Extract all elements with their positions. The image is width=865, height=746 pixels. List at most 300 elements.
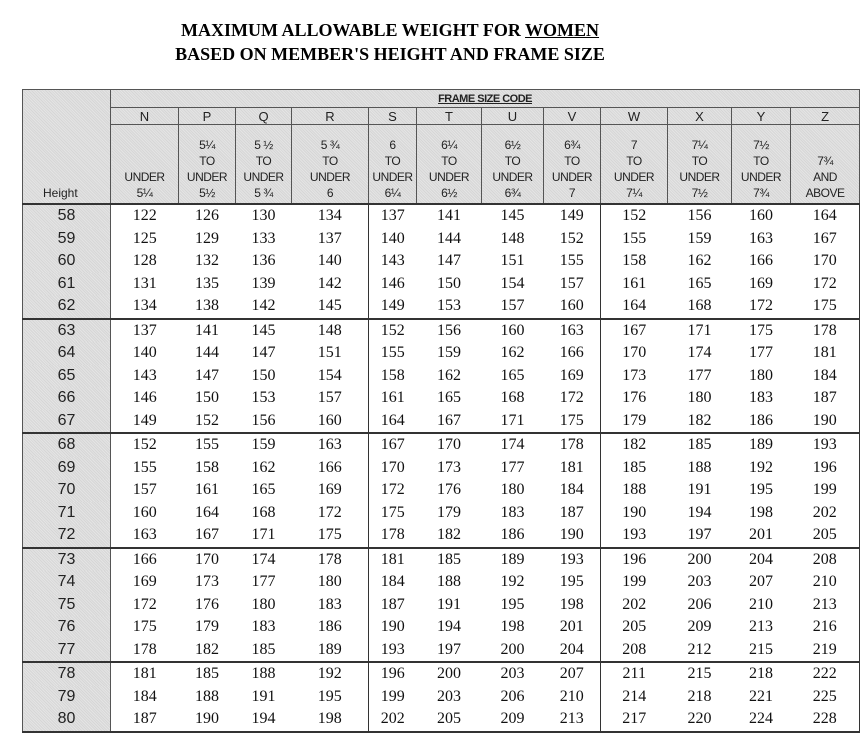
height-cell: 74	[23, 571, 111, 594]
weight-cell: 187	[559, 503, 584, 521]
weight-cell: 182	[195, 640, 219, 658]
frame-range-x	[668, 125, 732, 205]
height-cell: 67	[23, 410, 111, 434]
weight-cell: 130	[236, 204, 292, 228]
weight-cell: 201	[749, 526, 773, 544]
weight-cell: 187	[111, 708, 179, 732]
weight-cell: 185	[179, 662, 236, 686]
weight-cell: 184	[559, 481, 584, 499]
table-row	[23, 686, 860, 709]
weight-cell: 163	[292, 433, 369, 457]
weight-cell: 170	[601, 342, 668, 365]
range-under: UNDER	[679, 170, 720, 184]
weight-cell: 139	[251, 274, 276, 292]
weight-cell: 209	[687, 618, 712, 636]
weight-cell: 160	[111, 502, 179, 525]
weight-cell: 197	[687, 526, 712, 544]
weight-cell: 179	[437, 503, 461, 521]
weight-cell: 191	[437, 595, 461, 613]
frame-size-code-header: FRAME SIZE CODE	[111, 90, 860, 108]
weight-cell: 172	[369, 479, 417, 502]
weight-cell: 151	[500, 252, 525, 270]
table-row	[23, 502, 860, 525]
table-row	[23, 319, 860, 343]
weight-cell: 222	[791, 662, 860, 686]
weight-cell: 228	[791, 708, 860, 732]
weight-cell: 156	[668, 204, 732, 228]
weight-cell: 192	[292, 662, 369, 686]
weight-cell: 168	[500, 389, 525, 407]
weight-cell: 142	[317, 274, 342, 292]
range-to: TO	[564, 154, 580, 168]
weight-cell: 160	[559, 297, 584, 315]
range-to: TO	[441, 154, 457, 168]
weight-cell: 189	[482, 548, 544, 572]
height-cell: 79	[23, 686, 111, 709]
weight-cell: 158	[601, 250, 668, 273]
weight-cell: 200	[417, 662, 482, 686]
weight-cell: 160	[482, 319, 544, 343]
title-women: WOMEN	[525, 20, 600, 40]
range-bottom: 5 ¾	[254, 186, 273, 200]
weight-cell: 181	[559, 458, 584, 476]
weight-cell: 146	[111, 387, 179, 410]
weight-cell: 202	[791, 502, 860, 525]
weight-cell: 178	[111, 639, 179, 663]
weight-cell: 189	[732, 433, 791, 457]
weight-cell: 198	[500, 618, 525, 636]
weight-cell: 190	[179, 708, 236, 732]
weight-cell: 213	[749, 618, 773, 636]
height-cell: 73	[23, 548, 111, 572]
weight-cell: 175	[732, 319, 791, 343]
weight-cell: 132	[195, 252, 219, 270]
table-row	[23, 410, 860, 434]
weight-cell: 125	[111, 228, 179, 251]
weight-cell: 162	[500, 344, 525, 362]
weight-cell: 167	[601, 319, 668, 343]
weight-cell: 153	[437, 297, 461, 315]
weight-cell: 143	[111, 365, 179, 388]
table-row	[23, 662, 860, 686]
table-row	[23, 204, 860, 228]
weight-cell: 185	[251, 640, 276, 658]
weight-cell: 150	[437, 274, 461, 292]
weight-cell: 170	[179, 548, 236, 572]
weight-cell: 225	[791, 686, 860, 709]
range-bottom: 7¼	[626, 186, 642, 200]
weight-cell: 203	[437, 687, 461, 705]
weight-cell: 175	[791, 295, 860, 319]
weight-cell: 167	[195, 526, 219, 544]
weight-cell: 182	[687, 411, 712, 429]
weight-cell: 195	[317, 687, 342, 705]
weight-cell: 195	[749, 481, 773, 499]
weight-cell: 183	[500, 503, 525, 521]
weight-cell: 199	[601, 571, 668, 594]
weight-cell: 143	[369, 250, 417, 273]
weight-cell: 126	[179, 204, 236, 228]
weight-cell: 161	[195, 481, 219, 499]
weight-cell: 165	[687, 274, 712, 292]
weight-cell: 140	[111, 342, 179, 365]
weight-cell: 135	[195, 274, 219, 292]
weight-cell: 181	[369, 548, 417, 572]
weight-cell: 204	[559, 640, 584, 658]
weight-cell: 173	[437, 458, 461, 476]
weight-cell: 182	[601, 433, 668, 457]
weight-cell: 122	[111, 204, 179, 228]
weight-cell: 177	[500, 458, 525, 476]
weight-cell: 137	[111, 319, 179, 343]
weight-cell: 152	[111, 433, 179, 457]
frame-code-n: N	[111, 108, 179, 125]
weight-cell: 165	[437, 389, 461, 407]
frame-code-v: V	[544, 108, 601, 125]
weight-cell: 160	[732, 204, 791, 228]
range-to	[111, 153, 178, 169]
weight-cell: 172	[749, 297, 773, 315]
weight-cell: 189	[317, 640, 342, 658]
weight-cell: 151	[317, 344, 342, 362]
weight-cell: 157	[111, 479, 179, 502]
weight-cell: 163	[111, 524, 179, 548]
weight-cell: 149	[544, 204, 601, 228]
table-row	[23, 571, 860, 594]
frame-code-x: X	[668, 108, 732, 125]
weight-cell: 162	[687, 252, 712, 270]
table-row	[23, 365, 860, 388]
weight-cell: 167	[437, 411, 461, 429]
weight-cell: 180	[500, 481, 525, 499]
range-under: UNDER	[492, 170, 533, 184]
weight-cell: 152	[369, 319, 417, 343]
range-bottom: 7	[568, 186, 576, 200]
weight-cell: 183	[749, 389, 773, 407]
title-prefix: MAXIMUM ALLOWABLE WEIGHT FOR	[180, 20, 526, 40]
weight-cell: 205	[791, 524, 860, 548]
range-bottom: 6½	[441, 186, 457, 200]
table-row	[23, 433, 860, 457]
weight-cell: 183	[317, 595, 342, 613]
weight-cell: 172	[317, 503, 342, 521]
frame-range-q	[236, 125, 292, 205]
frame-code-z: Z	[791, 108, 860, 125]
range-top: 6¾	[564, 138, 580, 152]
weight-cell: 192	[500, 573, 525, 591]
weight-cell: 200	[500, 640, 525, 658]
weight-cell: 168	[687, 297, 712, 315]
weight-cell: 182	[437, 526, 461, 544]
table-row	[23, 548, 860, 572]
weight-cell: 169	[317, 481, 342, 499]
table-row	[23, 387, 860, 410]
height-cell: 75	[23, 594, 111, 617]
weight-cell: 142	[251, 297, 276, 315]
weight-cell: 158	[369, 365, 417, 388]
weight-table	[22, 89, 860, 733]
weight-cell: 174	[236, 548, 292, 572]
frame-range-p	[179, 125, 236, 205]
weight-cell: 154	[317, 366, 342, 384]
weight-cell: 215	[668, 662, 732, 686]
weight-cell: 203	[687, 573, 712, 591]
table-row	[23, 594, 860, 617]
weight-cell: 178	[791, 319, 860, 343]
weight-cell: 160	[317, 411, 342, 429]
weight-cell: 216	[791, 616, 860, 639]
weight-cell: 198	[749, 503, 773, 521]
frame-code-y: Y	[732, 108, 791, 125]
range-top: 6	[389, 138, 396, 152]
weight-cell: 153	[251, 389, 276, 407]
weight-cell: 164	[601, 295, 668, 319]
range-top: 7½	[753, 138, 769, 152]
weight-cell: 218	[687, 687, 712, 705]
weight-cell: 176	[195, 595, 219, 613]
table-row	[23, 228, 860, 251]
weight-cell: 141	[417, 204, 482, 228]
range-to: TO	[626, 154, 642, 168]
weight-cell: 178	[292, 548, 369, 572]
weight-cell: 147	[251, 344, 276, 362]
weight-cell: 147	[437, 252, 461, 270]
weight-cell: 214	[601, 686, 668, 709]
frame-range-u	[482, 125, 544, 205]
weight-cell: 217	[601, 708, 668, 732]
weight-cell: 180	[687, 389, 712, 407]
frame-range-t	[417, 125, 482, 205]
weight-cell: 140	[317, 252, 342, 270]
frame-code-w: W	[601, 108, 668, 125]
weight-cell: 207	[749, 573, 773, 591]
weight-cell: 164	[791, 204, 860, 228]
range-bottom: 7¾	[753, 186, 769, 200]
weight-cell: 162	[437, 366, 461, 384]
weight-cell: 193	[369, 639, 417, 663]
weight-cell: 166	[749, 252, 773, 270]
height-cell: 62	[23, 295, 111, 319]
range-top	[791, 137, 859, 153]
frame-range-v	[544, 125, 601, 205]
weight-cell: 221	[749, 687, 773, 705]
weight-cell: 200	[668, 548, 732, 572]
weight-cell: 197	[437, 640, 461, 658]
weight-cell: 155	[601, 228, 668, 251]
range-bottom: 5¼	[136, 186, 153, 200]
weight-cell: 163	[749, 229, 773, 247]
weight-cell: 172	[559, 389, 584, 407]
weight-cell: 184	[111, 686, 179, 709]
height-cell: 58	[23, 204, 111, 228]
weight-cell: 129	[195, 229, 219, 247]
weight-cell: 193	[544, 548, 601, 572]
weight-cell: 194	[236, 708, 292, 732]
table-row	[23, 708, 860, 732]
weight-cell: 201	[559, 618, 584, 636]
weight-cell: 199	[791, 479, 860, 502]
weight-cell: 180	[317, 573, 342, 591]
weight-cell: 186	[317, 618, 342, 636]
height-cell: 64	[23, 342, 111, 365]
weight-cell: 165	[500, 366, 525, 384]
weight-cell: 150	[251, 366, 276, 384]
weight-cell: 131	[111, 273, 179, 296]
weight-cell: 196	[369, 662, 417, 686]
weight-cell: 159	[236, 433, 292, 457]
height-cell: 70	[23, 479, 111, 502]
weight-cell: 155	[111, 457, 179, 480]
range-under: UNDER	[124, 170, 165, 184]
weight-cell: 173	[601, 365, 668, 388]
weight-cell: 206	[687, 595, 712, 613]
height-cell: 65	[23, 365, 111, 388]
weight-cell: 193	[601, 524, 668, 548]
weight-cell: 155	[559, 252, 584, 270]
weight-cell: 162	[251, 458, 276, 476]
weight-cell: 174	[482, 433, 544, 457]
weight-cell: 190	[791, 410, 860, 434]
weight-cell: 167	[369, 433, 417, 457]
weight-cell: 207	[544, 662, 601, 686]
range-under: UNDER	[186, 170, 228, 184]
weight-cell: 155	[179, 433, 236, 457]
weight-cell: 152	[559, 229, 584, 247]
weight-cell: 175	[317, 526, 342, 544]
table-row	[23, 250, 860, 273]
weight-cell: 167	[791, 228, 860, 251]
range-under: UNDER	[740, 170, 782, 184]
height-cell: 61	[23, 273, 111, 296]
table-row	[23, 524, 860, 548]
weight-cell: 202	[369, 708, 417, 732]
weight-cell: 187	[791, 387, 860, 410]
weight-cell: 219	[791, 639, 860, 663]
weight-cell: 196	[601, 548, 668, 572]
weight-cell: 181	[791, 342, 860, 365]
range-bottom: 5½	[199, 186, 215, 200]
weight-cell: 155	[369, 342, 417, 365]
height-cell: 77	[23, 639, 111, 663]
table-row	[23, 295, 860, 319]
height-header: Height	[23, 90, 111, 205]
range-top: 5 ¾	[320, 138, 340, 152]
weight-cell: 179	[195, 618, 219, 636]
weight-cell: 198	[292, 708, 369, 732]
weight-cell: 171	[500, 411, 525, 429]
weight-cell: 159	[687, 229, 712, 247]
weight-cell: 128	[111, 250, 179, 273]
table-row	[23, 616, 860, 639]
frame-range-y	[732, 125, 791, 205]
weight-cell: 213	[791, 594, 860, 617]
weight-cell: 145	[482, 204, 544, 228]
weight-cell: 145	[236, 319, 292, 343]
weight-cell: 166	[317, 458, 342, 476]
weight-cell: 175	[111, 616, 179, 639]
weight-cell: 208	[791, 548, 860, 572]
range-to: TO	[691, 154, 708, 168]
weight-cell: 173	[195, 573, 219, 591]
frame-code-u: U	[482, 108, 544, 125]
range-top: 6¼	[441, 138, 457, 152]
frame-range-w	[601, 125, 668, 205]
height-cell: 71	[23, 502, 111, 525]
weight-cell: 169	[749, 274, 773, 292]
height-cell: 59	[23, 228, 111, 251]
range-to: TO	[255, 154, 272, 168]
weight-cell: 178	[369, 524, 417, 548]
weight-cell: 205	[417, 708, 482, 732]
weight-cell: 212	[687, 640, 712, 658]
weight-cell: 184	[791, 365, 860, 388]
weight-cell: 188	[236, 662, 292, 686]
frame-range-r	[292, 125, 369, 205]
weight-cell: 175	[369, 502, 417, 525]
weight-cell: 174	[687, 344, 712, 362]
weight-cell: 149	[111, 410, 179, 434]
weight-cell: 133	[251, 229, 276, 247]
range-to: TO	[384, 154, 401, 168]
weight-cell: 190	[369, 616, 417, 639]
range-under: UNDER	[309, 170, 351, 184]
weight-cell: 194	[687, 503, 712, 521]
weight-cell: 179	[601, 410, 668, 434]
weight-cell: 166	[111, 548, 179, 572]
weight-cell: 184	[369, 571, 417, 594]
weight-cell: 157	[500, 297, 525, 315]
weight-cell: 195	[559, 573, 584, 591]
range-under: UNDER	[428, 170, 470, 184]
weight-cell: 158	[195, 458, 219, 476]
weight-cell: 163	[544, 319, 601, 343]
range-to: TO	[504, 154, 521, 168]
weight-cell: 137	[369, 204, 417, 228]
weight-cell: 150	[195, 389, 219, 407]
height-cell: 60	[23, 250, 111, 273]
weight-cell: 206	[500, 687, 525, 705]
range-top	[111, 137, 178, 153]
height-cell: 76	[23, 616, 111, 639]
weight-cell: 186	[749, 411, 773, 429]
weight-cell: 156	[417, 319, 482, 343]
weight-cell: 171	[251, 526, 276, 544]
weight-cell: 177	[749, 344, 773, 362]
weight-cell: 191	[687, 481, 712, 499]
weight-cell: 210	[791, 571, 860, 594]
weight-cell: 161	[601, 273, 668, 296]
height-cell: 66	[23, 387, 111, 410]
weight-cell: 195	[500, 595, 525, 613]
weight-cell: 185	[668, 433, 732, 457]
weight-cell: 211	[601, 662, 668, 686]
weight-cell: 188	[687, 458, 712, 476]
weight-cell: 181	[111, 662, 179, 686]
range-to: 7¾	[817, 154, 833, 168]
weight-cell: 183	[251, 618, 276, 636]
weight-cell: 185	[601, 457, 668, 480]
range-top: 6½	[504, 138, 521, 152]
title-line-1	[0, 20, 780, 41]
frame-code-s: S	[369, 108, 417, 125]
title-line-2: BASED ON MEMBER'S HEIGHT AND FRAME SIZE	[175, 44, 605, 64]
weight-cell: 188	[437, 573, 461, 591]
weight-cell: 165	[251, 481, 276, 499]
weight-cell: 169	[111, 571, 179, 594]
range-under: UNDER	[613, 170, 655, 184]
range-top: 7¼	[691, 138, 708, 152]
frame-code-r: R	[292, 108, 369, 125]
